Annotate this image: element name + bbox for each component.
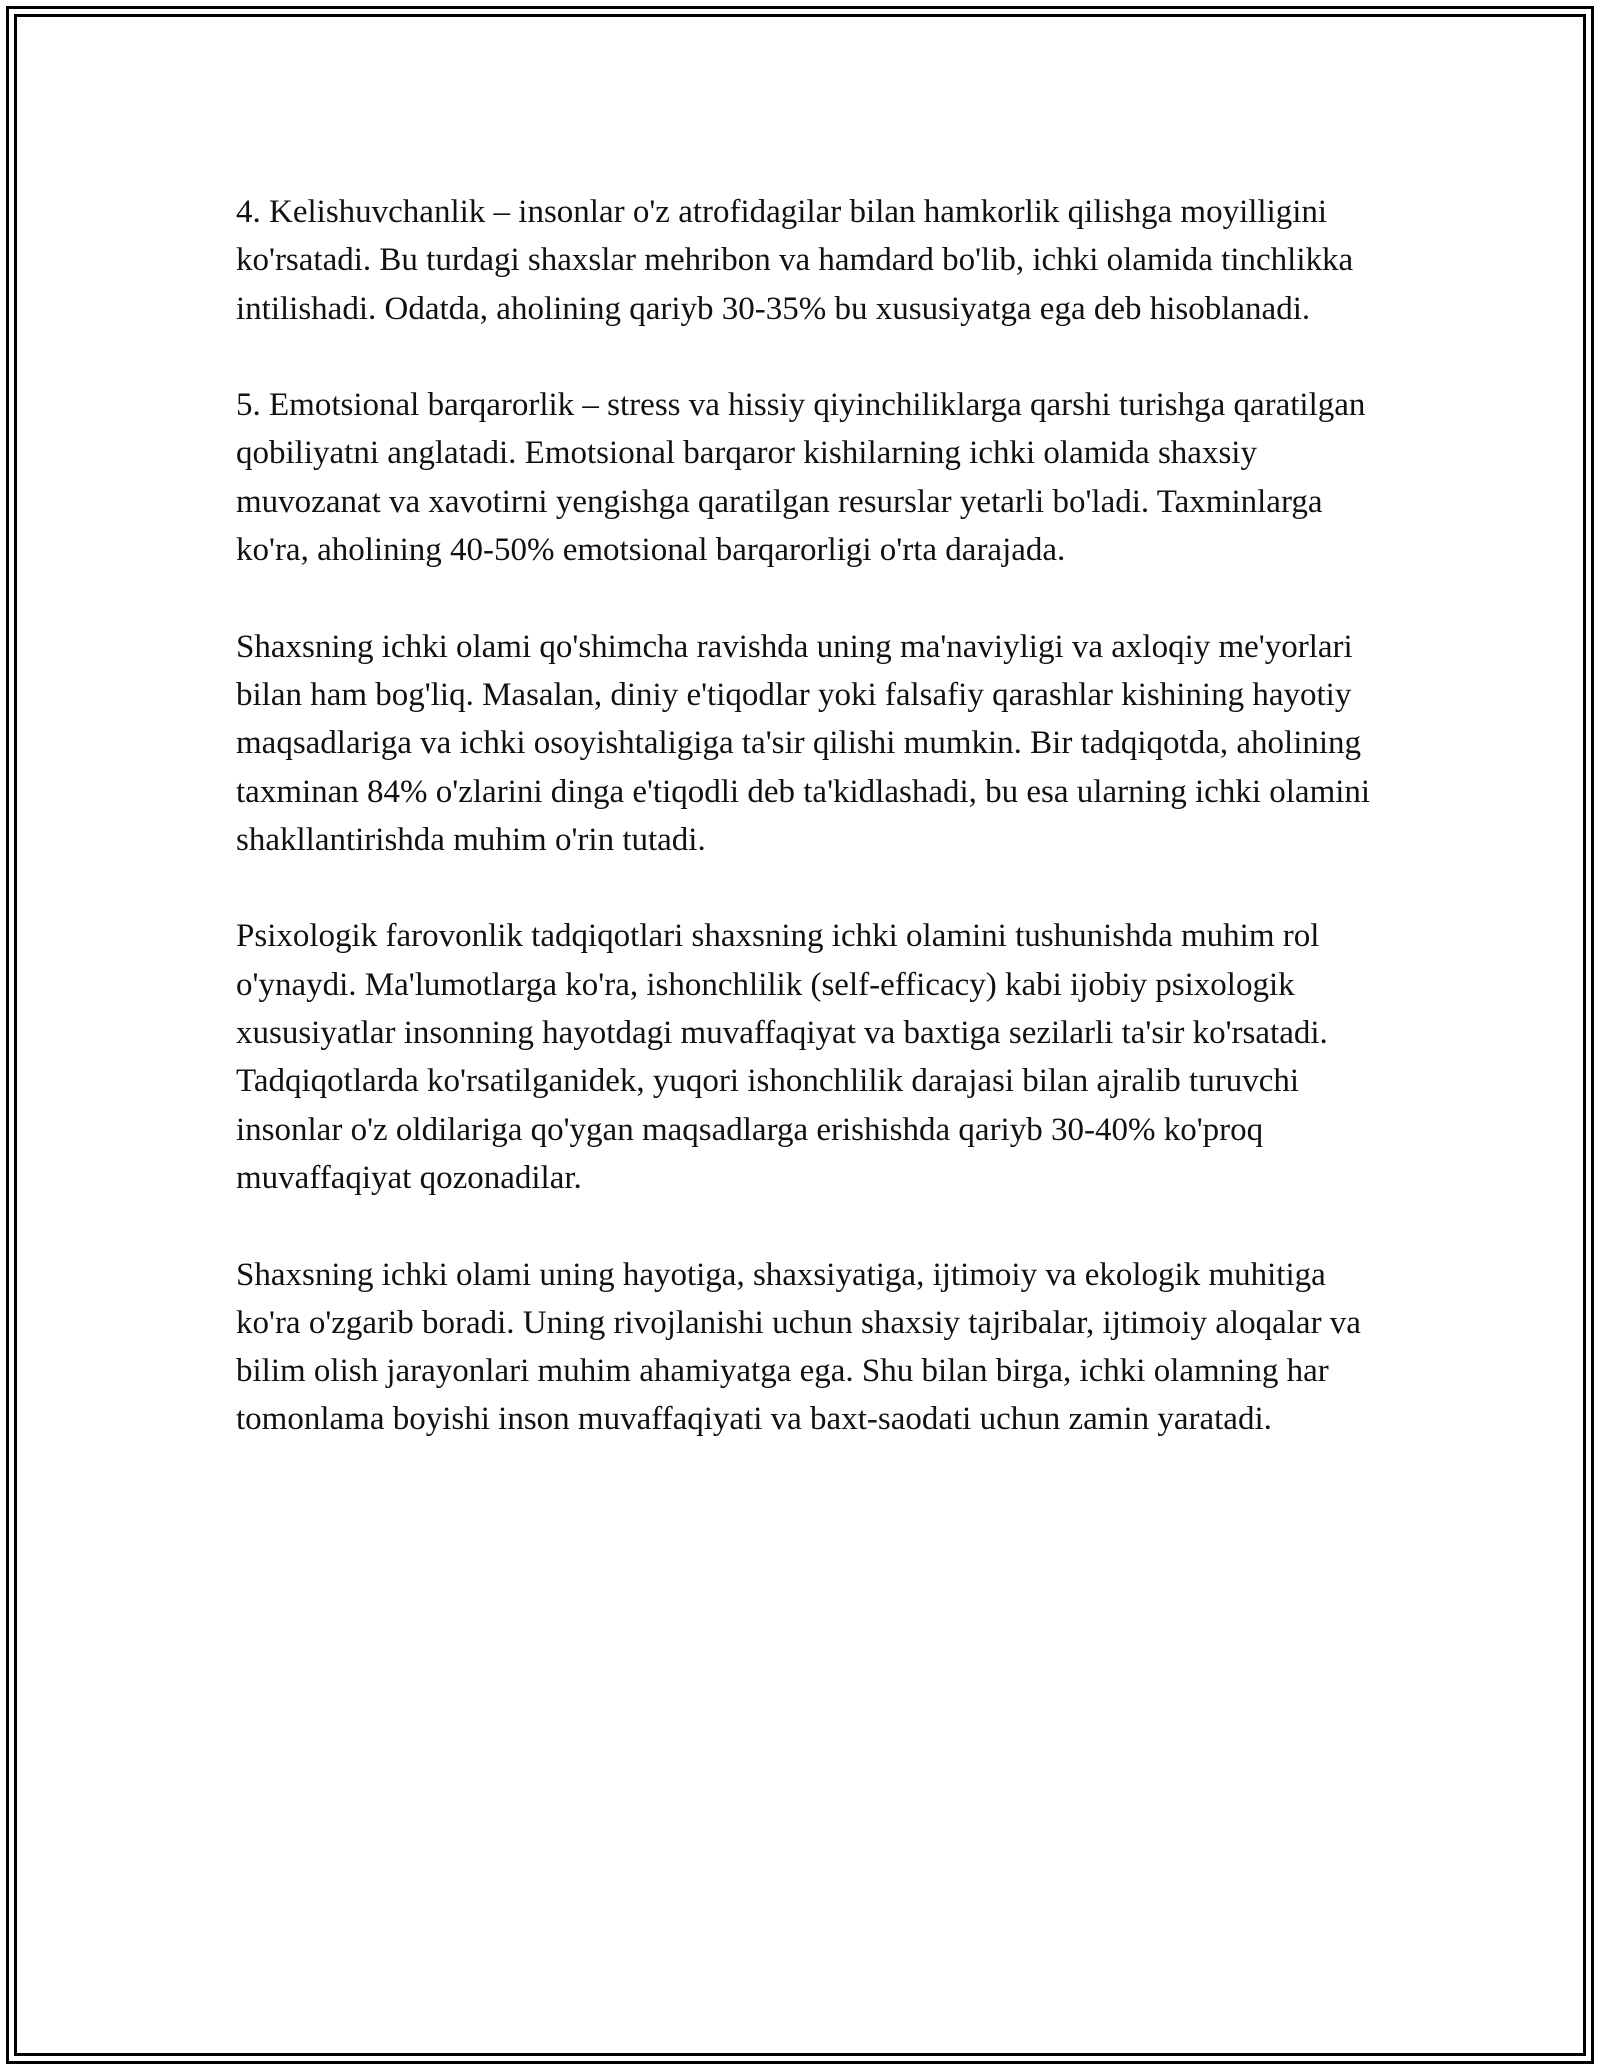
document-body xyxy=(236,188,1371,1444)
paragraph-spirituality: Shaxsning ichki olami qo'shimcha ravishda uning ma'naviyligi va axloqiy me'yorlari bilan ham bog'liq. Masalan, diniy e'tiqodlar yoki falsafiy qarashlar kishining hayotiy maqsadlariga va ichki osoyishtaligiga ta'sir qilishi mumkin. Bir tadqiqotda, aholining taxminan 84% o'zlarini dinga e'tiqodli deb ta'kidlashadi, bu esa ularning ichki olamini shakllantirishda muhim o'rin tutadi. xyxy=(236,628,1371,858)
paragraph-psychological-wellbeing: Psixologik farovonlik tadqiqotlari shaxsning ichki olamini tushunishda muhim rol o'ynaydi. Ma'lumotlarga ko'ra, ishonchlilik (self-efficacy) kabi ijobiy psixologik xususiyatlar insonning hayotdagi muvaffaqiyat va baxtiga sezilarli ta'sir ko'rsatadi. Tadqiqotlarda ko'rsatilganidek, yuqori ishonchlilik darajasi bilan ajralib turuvchi insonlar o'z oldilariga qo'ygan maqsadlarga erishishda qariyb 30-40% ko'proq muvaffaqiyat qozonadilar. xyxy=(236,918,1328,1196)
paragraph-agreeableness: 4. Kelishuvchanlik – insonlar o'z atrofidagilar bilan hamkorlik qilishga moyilligini ko'rsatadi. Bu turdagi shaxslar mehribon va hamdard bo'lib, ichki olamida tinchlikka intilishadi. Odatda, aholining qariyb 30-35% bu xususiyatga ega deb hisoblanadi. xyxy=(236,194,1354,327)
paragraph-conclusion: Shaxsning ichki olami uning hayotiga, shaxsiyatiga, ijtimoiy va ekologik muhitiga ko'ra o'zgarib boradi. Uning rivojlanishi uchun shaxsiy tajribalar, ijtimoiy aloqalar va bilim olish jarayonlari muhim ahamiyatga ega. Shu bilan birga, ichki olamning har tomonlama boyishi inson muvaffaqiyati va baxt-saodati uchun zamin yaratadi. xyxy=(236,1256,1361,1438)
paragraph-emotional-stability: 5. Emotsional barqarorlik – stress va hissiy qiyinchiliklarga qarshi turishga qaratilgan qobiliyatni anglatadi. Emotsional barqaror kishilarning ichki olamida shaxsiy muvozanat va xavotirni yengishga qaratilgan resurslar yetarli bo'ladi. Taxminlarga ko'ra, aholining 40-50% emotsional barqarorligi o'rta darajada. xyxy=(236,387,1366,569)
